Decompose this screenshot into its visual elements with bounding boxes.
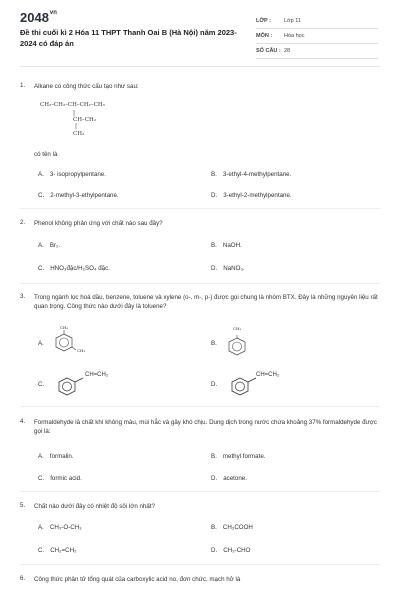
- option-label: C.: [38, 192, 45, 199]
- option-text: CH₃COOH: [222, 524, 253, 531]
- structure-bond: |: [75, 123, 78, 130]
- header-divider: [20, 66, 380, 67]
- page-header: [0, 0, 400, 62]
- option-c[interactable]: [38, 475, 82, 482]
- option-d[interactable]: [211, 192, 292, 199]
- substituent-label: CH₃: [60, 325, 69, 330]
- option-label: A.: [38, 242, 44, 249]
- question-number: 3.: [20, 293, 26, 300]
- option-text: acetone.: [223, 475, 247, 482]
- option-text: 2-methyl-3-ethylpentane.: [50, 192, 119, 199]
- option-label: C.: [38, 265, 45, 272]
- option-label: D.: [211, 547, 218, 554]
- option-d[interactable]: [211, 547, 250, 554]
- structure-line-1: CH₃–CH₂–CH–CH₂–CH₃: [40, 102, 105, 108]
- option-text: 3- isopropylpentane.: [49, 171, 106, 178]
- option-d-label[interactable]: D.: [211, 381, 218, 388]
- substituent-label: CH=CH₂: [256, 372, 280, 378]
- question-text: Công thức phân tử tổng quát của carboxylic acid no, đơn chức, mạch hở là: [34, 576, 241, 583]
- structure-line-3: CH₃: [73, 131, 85, 137]
- meta-value: Hóa học: [284, 33, 305, 39]
- question-text: Chất nào dưới đây có nhiệt độ sôi lớn nhất?: [34, 503, 155, 510]
- question-text: có tên là: [34, 151, 58, 158]
- option-label: D.: [211, 475, 218, 482]
- structure-line-2: CH–CH₃: [73, 117, 96, 123]
- option-b[interactable]: [211, 171, 291, 178]
- question-number: 1.: [20, 82, 26, 89]
- benzene-ring-icon: [50, 326, 90, 366]
- question-text: Phenol không phản ứng với chất nào sau đây?: [34, 220, 163, 227]
- option-text: formalin.: [49, 453, 74, 460]
- option-c-label[interactable]: C.: [38, 381, 45, 388]
- option-text: HNO₃đặc/H₂SO₄ đặc.: [50, 265, 110, 272]
- option-label: C.: [38, 547, 45, 554]
- meta-subject: [256, 31, 378, 44]
- option-a-label[interactable]: A.: [38, 340, 44, 347]
- meta-value: 28: [284, 48, 291, 54]
- option-text: CH₃-CHO: [223, 547, 251, 554]
- option-text: 3-ethyl-2-methylpentane.: [223, 192, 292, 199]
- option-label: B.: [211, 453, 217, 460]
- structure-bond: |: [73, 110, 76, 117]
- question-text: Formaldehyde là chất khí không màu, mùi hắc và gây khó chịu. Dung dịch trong nước chứa khoảng 37% formaldehyde được gọi là:: [34, 419, 377, 435]
- option-a[interactable]: [38, 524, 82, 531]
- question-divider: [20, 406, 380, 407]
- option-b-label[interactable]: B.: [211, 340, 217, 347]
- option-label: A.: [38, 453, 44, 460]
- question-number: 6.: [20, 575, 26, 582]
- option-text: Br₂.: [49, 242, 61, 249]
- meta-class: [256, 16, 378, 29]
- substituent-label: CH₃: [233, 326, 242, 331]
- option-label: B.: [211, 171, 217, 178]
- question-divider: [20, 208, 380, 209]
- question-divider: [20, 283, 380, 284]
- option-c[interactable]: [38, 265, 110, 272]
- logo-suffix: vn: [49, 10, 57, 16]
- question-number: 4.: [20, 418, 26, 425]
- option-c[interactable]: [38, 547, 76, 554]
- option-text: methyl formate.: [222, 453, 266, 460]
- site-logo[interactable]: [20, 10, 57, 25]
- question-text: Alkane có công thức cấu tạo như sau:: [34, 83, 139, 90]
- option-label: A.: [38, 524, 44, 531]
- benzene-ring-icon: [57, 372, 87, 398]
- option-a[interactable]: [38, 453, 74, 460]
- question-text: Trong ngành lọc hoá dầu, benzene, toluene và xylene (o-, m-, p-) được gọi chung là nhóm BTX. Đây là những nguyên liệu rất quan trọng. Công thức nào dưới đây là toluene?: [34, 294, 378, 310]
- meta-label: MÔN :: [256, 33, 273, 39]
- option-a[interactable]: [38, 171, 106, 178]
- benzene-ring-icon: [223, 330, 253, 360]
- option-b[interactable]: [211, 453, 266, 460]
- option-label: B.: [211, 524, 217, 531]
- substituent-label: CH₃: [77, 348, 86, 353]
- question-number: 5.: [20, 502, 26, 509]
- question-divider: [20, 564, 380, 565]
- meta-label: LỚP :: [256, 18, 271, 24]
- option-label: B.: [211, 242, 217, 249]
- question-divider: [20, 491, 380, 492]
- meta-label: SỐ CÂU :: [256, 48, 281, 54]
- option-d[interactable]: [211, 265, 245, 272]
- meta-value: Lớp 11: [284, 18, 301, 24]
- option-d[interactable]: [211, 475, 247, 482]
- option-text: 3-ethyl-4-methylpentane.: [222, 171, 292, 178]
- option-label: D.: [211, 192, 218, 199]
- option-c[interactable]: [38, 192, 119, 199]
- page-title: Đề thi cuối kì 2 Hóa 11 THPT Thanh Oai B (Hà Nội) năm 2023-2024 có đáp án: [20, 28, 237, 48]
- option-b[interactable]: [211, 242, 242, 249]
- option-text: NaOH.: [222, 242, 242, 249]
- option-text: NaNO₃.: [223, 265, 245, 272]
- substituent-label: CH=CH₂: [85, 372, 109, 378]
- question-number: 2.: [20, 219, 26, 226]
- option-text: formic acid.: [50, 475, 82, 482]
- option-label: C.: [38, 475, 45, 482]
- logo-text: 2048: [20, 10, 49, 25]
- option-a[interactable]: [38, 242, 60, 249]
- option-text: CH₃-O-CH₃: [49, 524, 82, 531]
- option-text: CH₂=CH₂: [50, 547, 77, 554]
- option-label: A.: [38, 171, 44, 178]
- meta-count: [256, 46, 378, 59]
- option-label: D.: [211, 265, 218, 272]
- option-b[interactable]: [211, 524, 253, 531]
